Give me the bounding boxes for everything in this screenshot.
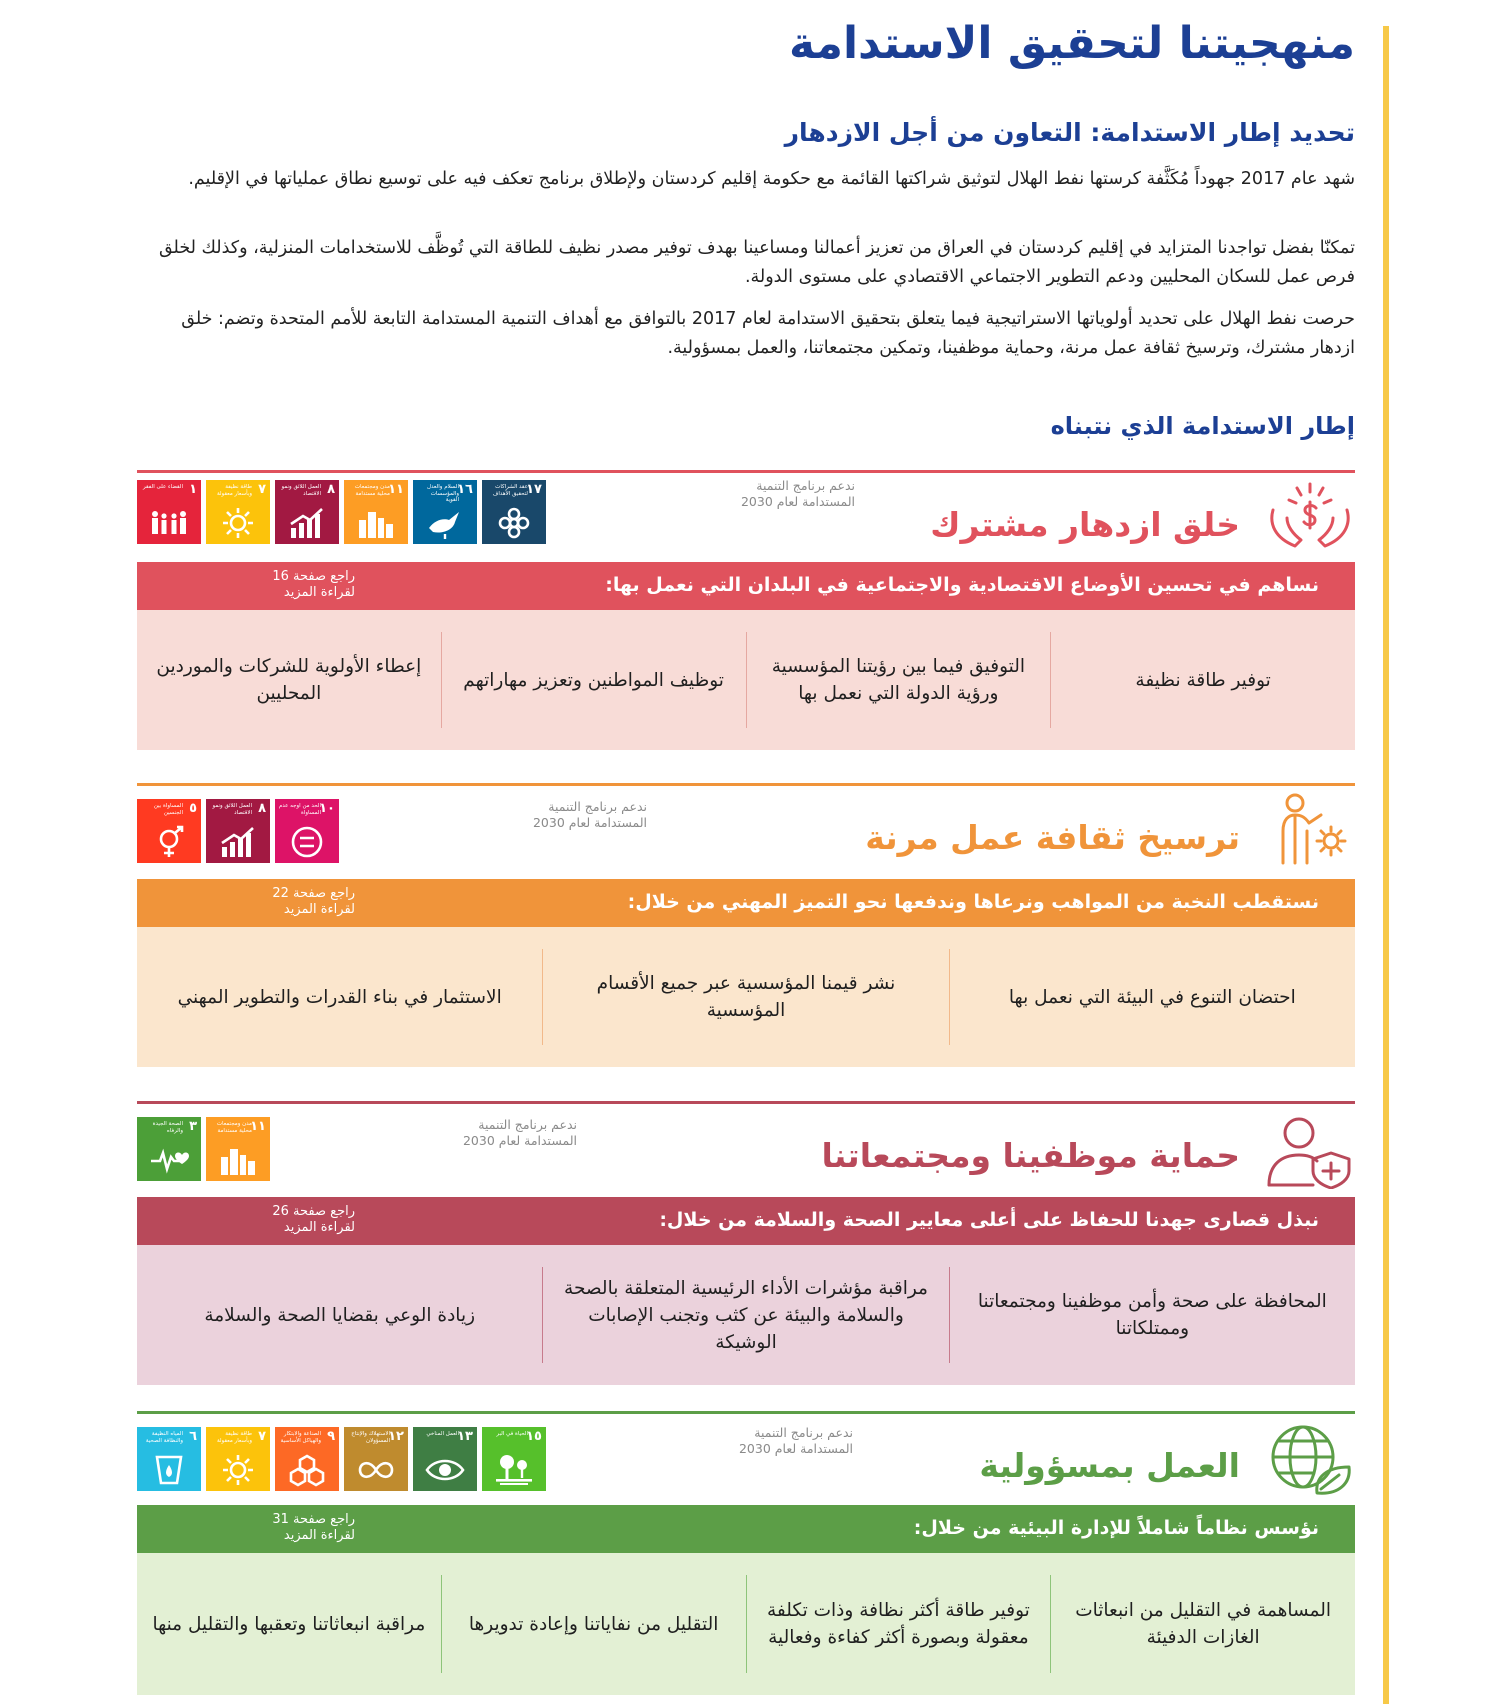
land-icon — [494, 1453, 534, 1487]
sdg-label: الحياة في البر — [496, 1431, 528, 1437]
sdg-label: العمل اللائق ونمو الاقتصاد — [281, 484, 321, 497]
growth-chart-icon — [218, 825, 258, 859]
sdg-number: ١١ — [388, 482, 404, 497]
item-divider — [746, 1575, 747, 1673]
sdg-goal-tile — [206, 1427, 270, 1491]
paragraph-2: تمكنّا بفضل تواجدنا المتزايد في إقليم كردستان في العراق من تعزيز أعمالنا ومساعينا بهدف توفير مصدر نظيف للطاقة التي تُوظَّف للاستخدامات المنزلية، وكذلك لخلق فرص عمل للسكان المحليين ودعم التطوير الاجتماعي الاقتصادي على مستوى الدولة. — [158, 238, 1355, 287]
sdg-label: عقد الشراكات لتحقيق الأهداف — [492, 484, 528, 497]
sdg-goal-tile — [137, 1427, 201, 1491]
block-top-rule — [137, 470, 1355, 473]
sun-icon — [218, 1453, 258, 1487]
sdg-goal-tile — [206, 480, 270, 544]
item-divider — [949, 949, 950, 1045]
commitment-bar — [137, 1197, 1355, 1245]
sdg-goals-row — [137, 480, 546, 544]
infinity-icon — [356, 1453, 396, 1487]
sdg-goal-tile — [137, 480, 201, 544]
item-divider — [441, 632, 442, 728]
sdg-goal-tile — [275, 480, 339, 544]
sdg-label: مدن ومجتمعات محلية مستدامة — [216, 1121, 252, 1134]
sdg-number: ٧ — [258, 1429, 266, 1444]
commitment-text: نستقطب النخبة من المواهب ونرعاها وندفعها نحو التميز المهني من خلال: — [627, 891, 1319, 913]
sdg-label: المياه النظيفة والنظافة الصحية — [145, 1431, 183, 1444]
framework-item: المساهمة في التقليل من انبعاثات الغازات الدفيئة — [1075, 1600, 1332, 1648]
commitment-text: نساهم في تحسين الأوضاع الاقتصادية والاجتماعية في البلدان التي نعمل بها: — [605, 574, 1319, 596]
page-reference-link[interactable] — [245, 886, 355, 918]
sdg-caption-line1: ندعم برنامج التنمية — [548, 799, 647, 814]
dove-icon — [425, 506, 465, 540]
block-top-rule — [137, 1101, 1355, 1104]
page-reference-link[interactable] — [245, 1204, 355, 1236]
commitment-bar — [137, 879, 1355, 927]
sdg-caption — [715, 478, 855, 510]
framework-item: التوفيق فيما بين رؤيتنا المؤسسية ورؤية الدولة التي نعمل بها — [771, 656, 1025, 704]
framework-item: إعطاء الأولوية للشركات والموردين المحليين — [156, 656, 422, 704]
sdg-label: طاقة نظيفة وبأسعار معقولة — [216, 484, 252, 497]
sdg-label: العمل المناخي — [426, 1431, 459, 1437]
page-reference-line1: راجع صفحة 16 — [272, 569, 355, 584]
commitment-text: نبذل قصارى جهدنا للحفاظ على أعلى معايير الصحة والسلامة من خلال: — [659, 1209, 1319, 1231]
sdg-caption-line2: المستدامة لعام 2030 — [532, 815, 647, 830]
sdg-label: السلام والعدل والمؤسسات القوية — [427, 484, 459, 503]
gender-icon — [149, 825, 189, 859]
sdg-caption — [507, 799, 647, 831]
page-reference-line1: راجع صفحة 26 — [272, 1204, 355, 1219]
sdg-caption-line1: ندعم برنامج التنمية — [478, 1117, 577, 1132]
city-icon — [356, 506, 396, 540]
sdg-number: ١٦ — [457, 482, 473, 497]
item-divider — [441, 1575, 442, 1673]
sdg-number: ٩ — [327, 1429, 335, 1444]
sdg-caption-line2: المستدامة لعام 2030 — [738, 1441, 853, 1456]
accent-side-line — [1383, 26, 1389, 1704]
person-gear-icon — [1265, 791, 1355, 867]
item-divider — [542, 949, 543, 1045]
sdg-goal-tile — [344, 480, 408, 544]
eye-globe-icon — [425, 1453, 465, 1487]
framework-item: الاستثمار في بناء القدرات والتطوير المهني — [177, 986, 502, 1008]
block-top-rule — [137, 783, 1355, 786]
framework-item: زيادة الوعي بقضايا الصحة والسلامة — [204, 1304, 476, 1326]
block-title: ترسيخ ثقافة عمل مرنة — [865, 818, 1240, 857]
growth-chart-icon — [287, 506, 327, 540]
sdg-goal-tile — [206, 1117, 270, 1181]
items-panel — [137, 927, 1355, 1067]
water-icon — [149, 1453, 189, 1487]
hands-money-icon — [1265, 480, 1355, 556]
page-reference-line2: لقراءة المزيد — [283, 1528, 355, 1543]
sdg-goals-row — [137, 1117, 270, 1181]
block-title: حماية موظفينا ومجتمعاتنا — [821, 1136, 1240, 1175]
sdg-label: الحد من أوجه عدم المساواة — [278, 803, 321, 816]
sdg-goals-row — [137, 799, 339, 863]
sdg-number: ٦ — [189, 1429, 197, 1444]
block-icon — [1265, 480, 1355, 556]
sdg-number: ٥ — [189, 801, 197, 816]
framework-item: توظيف المواطنين وتعزيز مهاراتهم — [463, 669, 724, 691]
heartbeat-icon — [149, 1143, 189, 1177]
sdg-label: العمل اللائق ونمو الاقتصاد — [212, 803, 252, 816]
sdg-goal-tile — [137, 799, 201, 863]
sdg-goal-tile — [275, 799, 339, 863]
sdg-number: ٧ — [258, 482, 266, 497]
sdg-label: الصناعة والابتكار والهياكل الأساسية — [280, 1431, 321, 1444]
framework-item: نشر قيمنا المؤسسية عبر جميع الأقسام المؤسسية — [596, 973, 896, 1021]
sdg-number: ١٠ — [319, 801, 335, 816]
page-reference-link[interactable] — [245, 569, 355, 601]
sdg-caption-line1: ندعم برنامج التنمية — [754, 1425, 853, 1440]
block-icon — [1265, 1113, 1355, 1189]
sdg-number: ١ — [189, 482, 197, 497]
sdg-number: ٨ — [327, 482, 335, 497]
page-reference-line2: لقراءة المزيد — [283, 1220, 355, 1235]
commitment-text: نؤسس نظاماً شاملاً للإدارة البيئية من خلال: — [913, 1517, 1319, 1539]
sdg-goal-tile — [413, 480, 477, 544]
page-title: منهجيتنا لتحقيق الاستدامة — [789, 18, 1355, 69]
framework-item: مراقبة انبعاثاتنا وتعقبها والتقليل منها — [152, 1613, 426, 1635]
sdg-number: ١٧ — [526, 482, 542, 497]
paragraph-1: شهد عام 2017 جهوداً مُكَثَّفة كرستها نفط الهلال لتوثيق شراكتها القائمة مع حكومة إقليم كردستان ولإطلاق برنامج تعكف فيه على توسيع نطاق عملياتها في الإقليم. — [188, 169, 1355, 189]
sdg-goal-tile — [482, 1427, 546, 1491]
sdg-number: ١٣ — [457, 1429, 473, 1444]
framework-item: التقليل من نفاياتنا وإعادة تدويرها — [468, 1613, 719, 1635]
framework-item: توفير طاقة أكثر نظافة وذات تكلفة معقولة وبصورة أكثر كفاءة وفعالية — [766, 1600, 1030, 1648]
sdg-caption — [713, 1425, 853, 1457]
sdg-label: مدن ومجتمعات محلية مستدامة — [354, 484, 390, 497]
block-title: العمل بمسؤولية — [979, 1446, 1240, 1485]
sdg-goal-tile — [206, 799, 270, 863]
block-top-rule — [137, 1411, 1355, 1414]
framework-item: مراقبة مؤشرات الأداء الرئيسية المتعلقة بالصحة والسلامة والبيئة عن كثب وتجنب الإصابات الوشيكة — [564, 1277, 928, 1353]
item-divider — [542, 1267, 543, 1363]
flower-icon — [494, 506, 534, 540]
sdg-caption — [437, 1117, 577, 1149]
item-divider — [746, 632, 747, 728]
page-reference-line2: لقراءة المزيد — [283, 902, 355, 917]
person-shield-icon — [1265, 1113, 1355, 1189]
page-reference-link[interactable] — [245, 1512, 355, 1544]
sdg-caption-line1: ندعم برنامج التنمية — [756, 478, 855, 493]
framework-item: احتضان التنوع في البيئة التي نعمل بها — [1008, 986, 1296, 1008]
sdg-caption-line2: المستدامة لعام 2030 — [462, 1133, 577, 1148]
commitment-bar — [137, 1505, 1355, 1553]
block-icon — [1265, 791, 1355, 867]
commitment-bar — [137, 562, 1355, 610]
paragraph-3: حرصت نفط الهلال على تحديد أولوياتها الاستراتيجية فيما يتعلق بتحقيق الاستدامة لعام 2017 بالتوافق مع أهداف التنمية المستدامة التابعة للأمم المتحدة وتضم: خلق ازدهار مشترك، وترسيخ ثقافة عمل مرنة، وحماية موظفينا، وتمكين مجتمعاتنا، والعمل بمسؤولية. — [181, 309, 1355, 358]
city-icon — [218, 1143, 258, 1177]
globe-leaf-icon — [1265, 1421, 1355, 1497]
sdg-number: ١١ — [250, 1119, 266, 1134]
items-panel — [137, 610, 1355, 750]
item-divider — [949, 1267, 950, 1363]
equal-icon — [287, 825, 327, 859]
sdg-caption-line2: المستدامة لعام 2030 — [740, 494, 855, 509]
framework-heading: إطار الاستدامة الذي نتبناه — [1050, 412, 1355, 440]
sdg-number: ١٢ — [388, 1429, 404, 1444]
sdg-label: المساواة بين الجنسين — [153, 803, 183, 816]
item-divider — [1050, 632, 1051, 728]
block-icon — [1265, 1421, 1355, 1497]
sdg-label: طاقة نظيفة وبأسعار معقولة — [216, 1431, 252, 1444]
item-divider — [1050, 1575, 1051, 1673]
sun-icon — [218, 506, 258, 540]
page-reference-line2: لقراءة المزيد — [283, 585, 355, 600]
sdg-label: الاستهلاك والإنتاج المسؤولان — [351, 1431, 390, 1444]
sdg-goal-tile — [137, 1117, 201, 1181]
sdg-goals-row — [137, 1427, 546, 1491]
sdg-label: الصحة الجيدة والرفاه — [152, 1121, 183, 1134]
sdg-number: ٨ — [258, 801, 266, 816]
sdg-number: ٣ — [189, 1119, 197, 1134]
sdg-number: ١٥ — [526, 1429, 542, 1444]
framework-item: توفير طاقة نظيفة — [1135, 669, 1271, 691]
subtitle: تحديد إطار الاستدامة: التعاون من أجل الازدهار — [784, 118, 1355, 147]
page-reference-line1: راجع صفحة 31 — [272, 1512, 355, 1527]
items-panel — [137, 1553, 1355, 1695]
block-title: خلق ازدهار مشترك — [930, 505, 1240, 544]
cubes-icon — [287, 1453, 327, 1487]
page-reference-line1: راجع صفحة 22 — [272, 886, 355, 901]
framework-item: المحافظة على صحة وأمن موظفينا ومجتمعاتنا وممتلكاتنا — [977, 1291, 1327, 1339]
sdg-goal-tile — [275, 1427, 339, 1491]
sdg-goal-tile — [482, 480, 546, 544]
sdg-label: القضاء على الفقر — [142, 484, 183, 490]
sdg-goal-tile — [344, 1427, 408, 1491]
items-panel — [137, 1245, 1355, 1385]
people-icon — [149, 506, 189, 540]
sdg-goal-tile — [413, 1427, 477, 1491]
